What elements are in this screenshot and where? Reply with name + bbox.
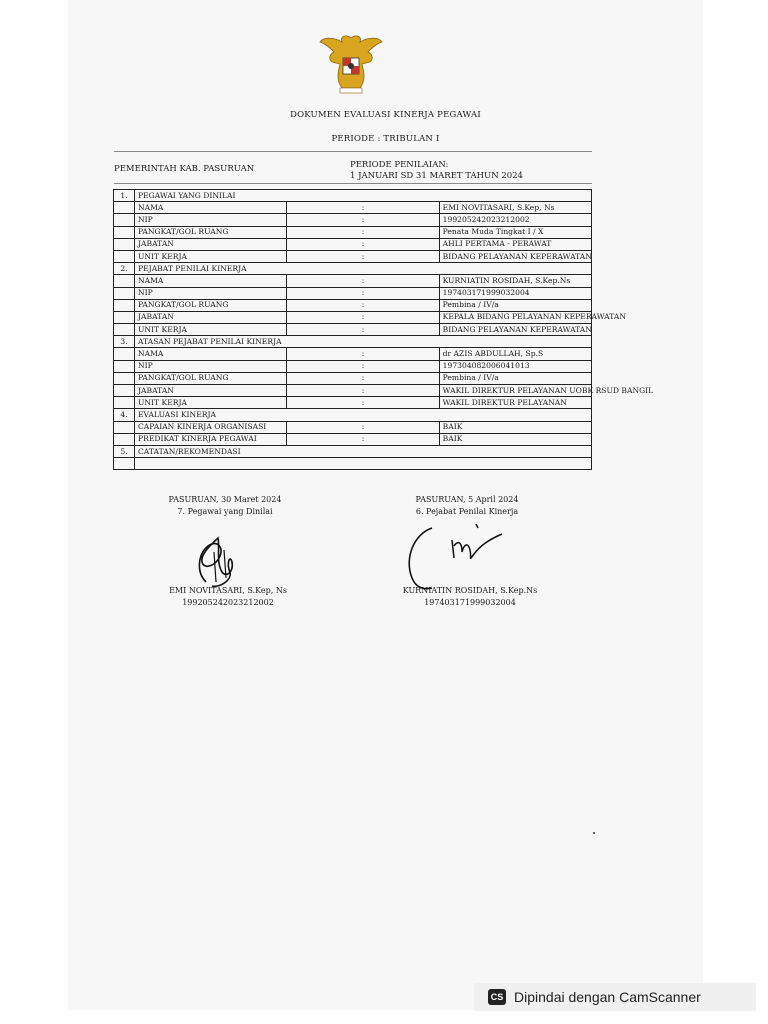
row-label: NIP [135,287,287,299]
table-row: PANGKAT/GOL RUANG : Pembina / IV/a [114,372,592,384]
table-row: NIP : 197403171999032004 [114,287,592,299]
section-number: 1. [114,190,135,202]
section-header [114,190,592,202]
table-row: UNIT KERJA : WAKIL DIREKTUR PELAYANAN [114,397,592,409]
section-header [114,336,592,348]
section-header [114,445,592,457]
table-row: UNIT KERJA : BIDANG PELAYANAN KEPERAWATAN [114,324,592,336]
row-label: NAMA [135,275,287,287]
signer-role: 7. Pegawai yang Dinilai [177,507,273,516]
periode-penilaian-label: PERIODE PENILAIAN: [350,160,449,170]
document-title: DOKUMEN EVALUASI KINERJA PEGAWAI [290,110,481,120]
table-row: UNIT KERJA : BIDANG PELAYANAN KEPERAWATAN [114,250,592,262]
row-label: PANGKAT/GOL RUANG [135,299,287,311]
document-periode: PERIODE : TRIBULAN I [331,134,440,144]
place-date: PASURUAN, 30 Maret 2024 [168,495,282,504]
place-date: PASURUAN, 5 April 2024 [415,495,519,504]
row-value: EMI NOVITASARI, S.Kep, Ns [439,202,591,214]
section-title: PEGAWAI YANG DINILAI [135,190,592,202]
row-value: WAKIL DIREKTUR PELAYANAN [439,397,591,409]
section-header [114,263,592,275]
table-row: CAPAIAN KINERJA ORGANISASI : BAIK [114,421,592,433]
divider [114,151,592,152]
camscanner-icon: CS [488,989,506,1005]
table-row: NAMA : dr AZIS ABDULLAH, Sp.S [114,348,592,360]
section-number: 5. [114,445,135,457]
row-value: dr AZIS ABDULLAH, Sp.S [439,348,591,360]
table-row: NIP : 199205242023212002 [114,214,592,226]
row-value: BIDANG PELAYANAN KEPERAWATAN [439,324,591,336]
table-row: JABATAN : AHLI PERTAMA - PERAWAT [114,238,592,250]
row-label: NIP [135,360,287,372]
row-value: 199205242023212002 [439,214,591,226]
table-row: PANGKAT/GOL RUANG : Penata Muda Tingkat I / X [114,226,592,238]
handwritten-signature-right [402,518,512,594]
signer-left [140,585,316,609]
row-label: CAPAIAN KINERJA ORGANISASI [135,421,287,433]
signer-role: 6. Pejabat Penilai Kinerja [415,507,519,516]
row-label: PANGKAT/GOL RUANG [135,226,287,238]
row-value: 197304082006041013 [439,360,591,372]
table-row: NIP : 197304082006041013 [114,360,592,372]
camscanner-watermark [474,983,756,1011]
section-number: 4. [114,409,135,421]
signer-name: KURNIATIN ROSIDAH, S.Kep.Ns [402,586,538,595]
row-value: Pembina / IV/a [439,372,591,384]
scan-speck [593,832,595,834]
table-row [114,458,592,470]
section-title: ATASAN PEJABAT PENILAI KINERJA [135,336,592,348]
row-value: Penata Muda Tingkat I / X [439,226,591,238]
row-value: BAIK [439,433,591,445]
row-value: KEPALA BIDANG PELAYANAN KEPERAWATAN [439,311,591,323]
periode-penilaian [350,160,523,182]
signer-nip: 199205242023212002 [182,598,274,607]
row-value: KURNIATIN ROSIDAH, S.Kep.Ns [439,275,591,287]
table-row: PANGKAT/GOL RUANG : Pembina / IV/a [114,299,592,311]
periode-penilaian-value: 1 JANUARI SD 31 MARET TAHUN 2024 [350,171,523,181]
signer-nip: 197403171999032004 [424,598,516,607]
catatan-value [135,458,592,470]
section-header [114,409,592,421]
signature-header-left [150,494,300,518]
row-label: NIP [135,214,287,226]
table-row: JABATAN : WAKIL DIREKTUR PELAYANAN UOBK RSUD BANGIL [114,385,592,397]
watermark-text: Dipindai dengan CamScanner [514,989,701,1005]
row-label: JABATAN [135,385,287,397]
table-row: PREDIKAT KINERJA PEGAWAI : BAIK [114,433,592,445]
evaluation-table [113,189,654,470]
row-value: 197403171999032004 [439,287,591,299]
row-value: BIDANG PELAYANAN KEPERAWATAN [439,250,591,262]
row-label: PREDIKAT KINERJA PEGAWAI [135,433,287,445]
section-title: EVALUASI KINERJA [135,409,592,421]
signature-header-right [392,494,542,518]
row-label: NAMA [135,348,287,360]
row-value: AHLI PERTAMA - PERAWAT [439,238,591,250]
row-label: JABATAN [135,238,287,250]
section-number: 3. [114,336,135,348]
row-label: UNIT KERJA [135,324,287,336]
section-title: CATATAN/REKOMENDASI [135,445,592,457]
divider [114,183,592,184]
row-label: NAMA [135,202,287,214]
table-row: NAMA : EMI NOVITASARI, S.Kep, Ns [114,202,592,214]
garuda-emblem-icon [316,28,386,98]
table-row: JABATAN : KEPALA BIDANG PELAYANAN KEPERAWATAN [114,311,592,323]
section-title: PEJABAT PENILAI KINERJA [135,263,592,275]
row-value: BAIK [439,421,591,433]
signer-name: EMI NOVITASARI, S.Kep, Ns [169,586,287,595]
row-label: PANGKAT/GOL RUANG [135,372,287,384]
instansi: PEMERINTAH KAB. PASURUAN [114,164,255,174]
section-number: 2. [114,263,135,275]
row-value: WAKIL DIREKTUR PELAYANAN UOBK RSUD BANGIL [439,385,591,397]
table-row: NAMA : KURNIATIN ROSIDAH, S.Kep.Ns [114,275,592,287]
row-value: Pembina / IV/a [439,299,591,311]
signer-right [380,585,560,609]
row-label: UNIT KERJA [135,397,287,409]
row-label: JABATAN [135,311,287,323]
row-label: UNIT KERJA [135,250,287,262]
